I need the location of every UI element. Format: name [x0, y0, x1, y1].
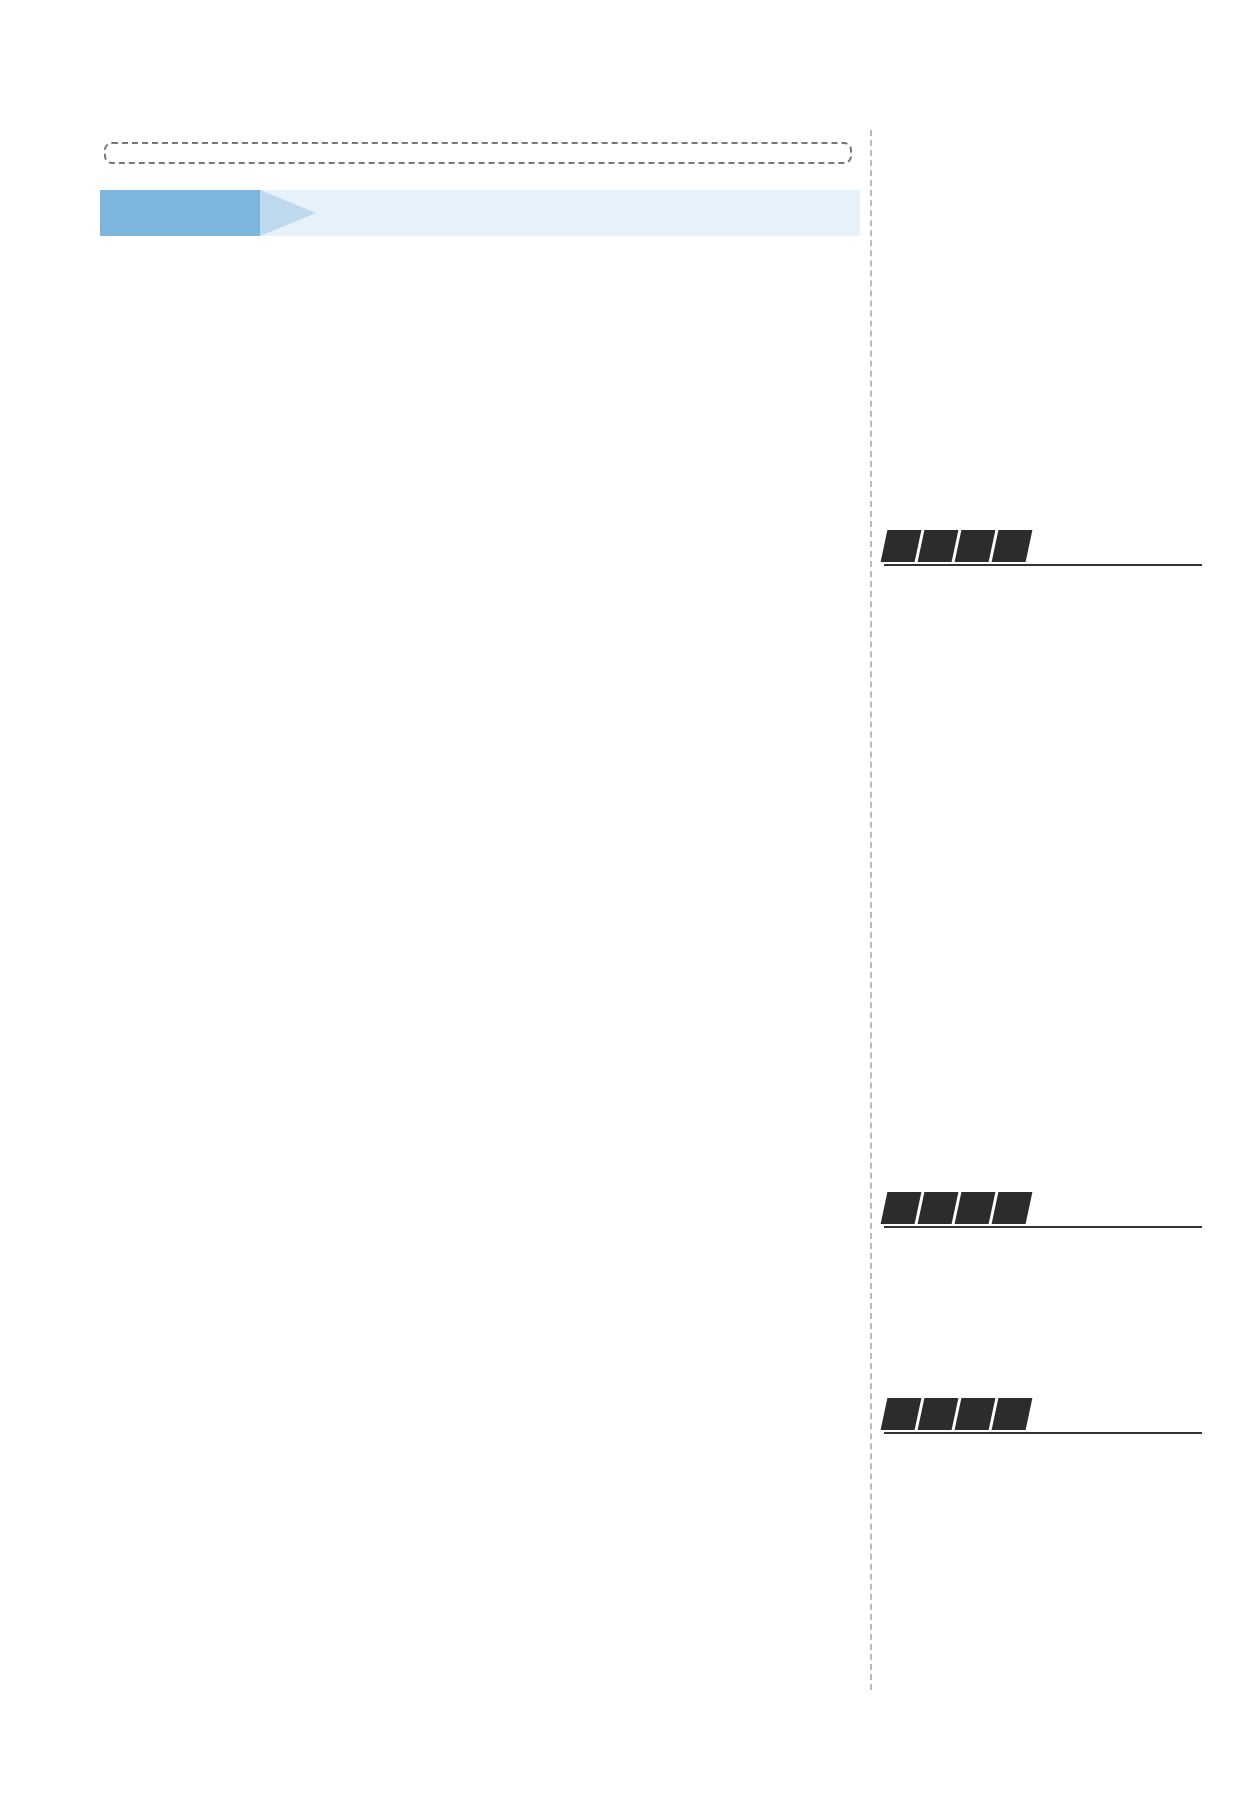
sidebar-block-huigui-2 [884, 1398, 1202, 1440]
tag-char [918, 1192, 959, 1224]
tag-char [881, 530, 922, 562]
main-column [100, 128, 860, 242]
tag-char [992, 530, 1033, 562]
column-divider [870, 130, 872, 1690]
tag-char [955, 1192, 996, 1224]
sidebar-block-yihun [884, 1192, 1202, 1234]
supplement-box [104, 142, 852, 164]
tag-char [918, 1398, 959, 1430]
sidebar-block-huigui-1 [884, 530, 1202, 572]
tag-char [918, 530, 959, 562]
tag-char [992, 1192, 1033, 1224]
kaodian-tag [100, 190, 260, 236]
yihun-tag-row [884, 1192, 1202, 1230]
tag-char [955, 1398, 996, 1430]
tag-char [955, 530, 996, 562]
tag-char [881, 1398, 922, 1430]
huigui-tag-row-1 [884, 530, 1202, 568]
kaodian-arrow-shape [260, 190, 316, 236]
kaodian-header [100, 190, 860, 236]
huigui-tag-row-2 [884, 1398, 1202, 1436]
tag-char [881, 1192, 922, 1224]
tag-char [992, 1398, 1033, 1430]
